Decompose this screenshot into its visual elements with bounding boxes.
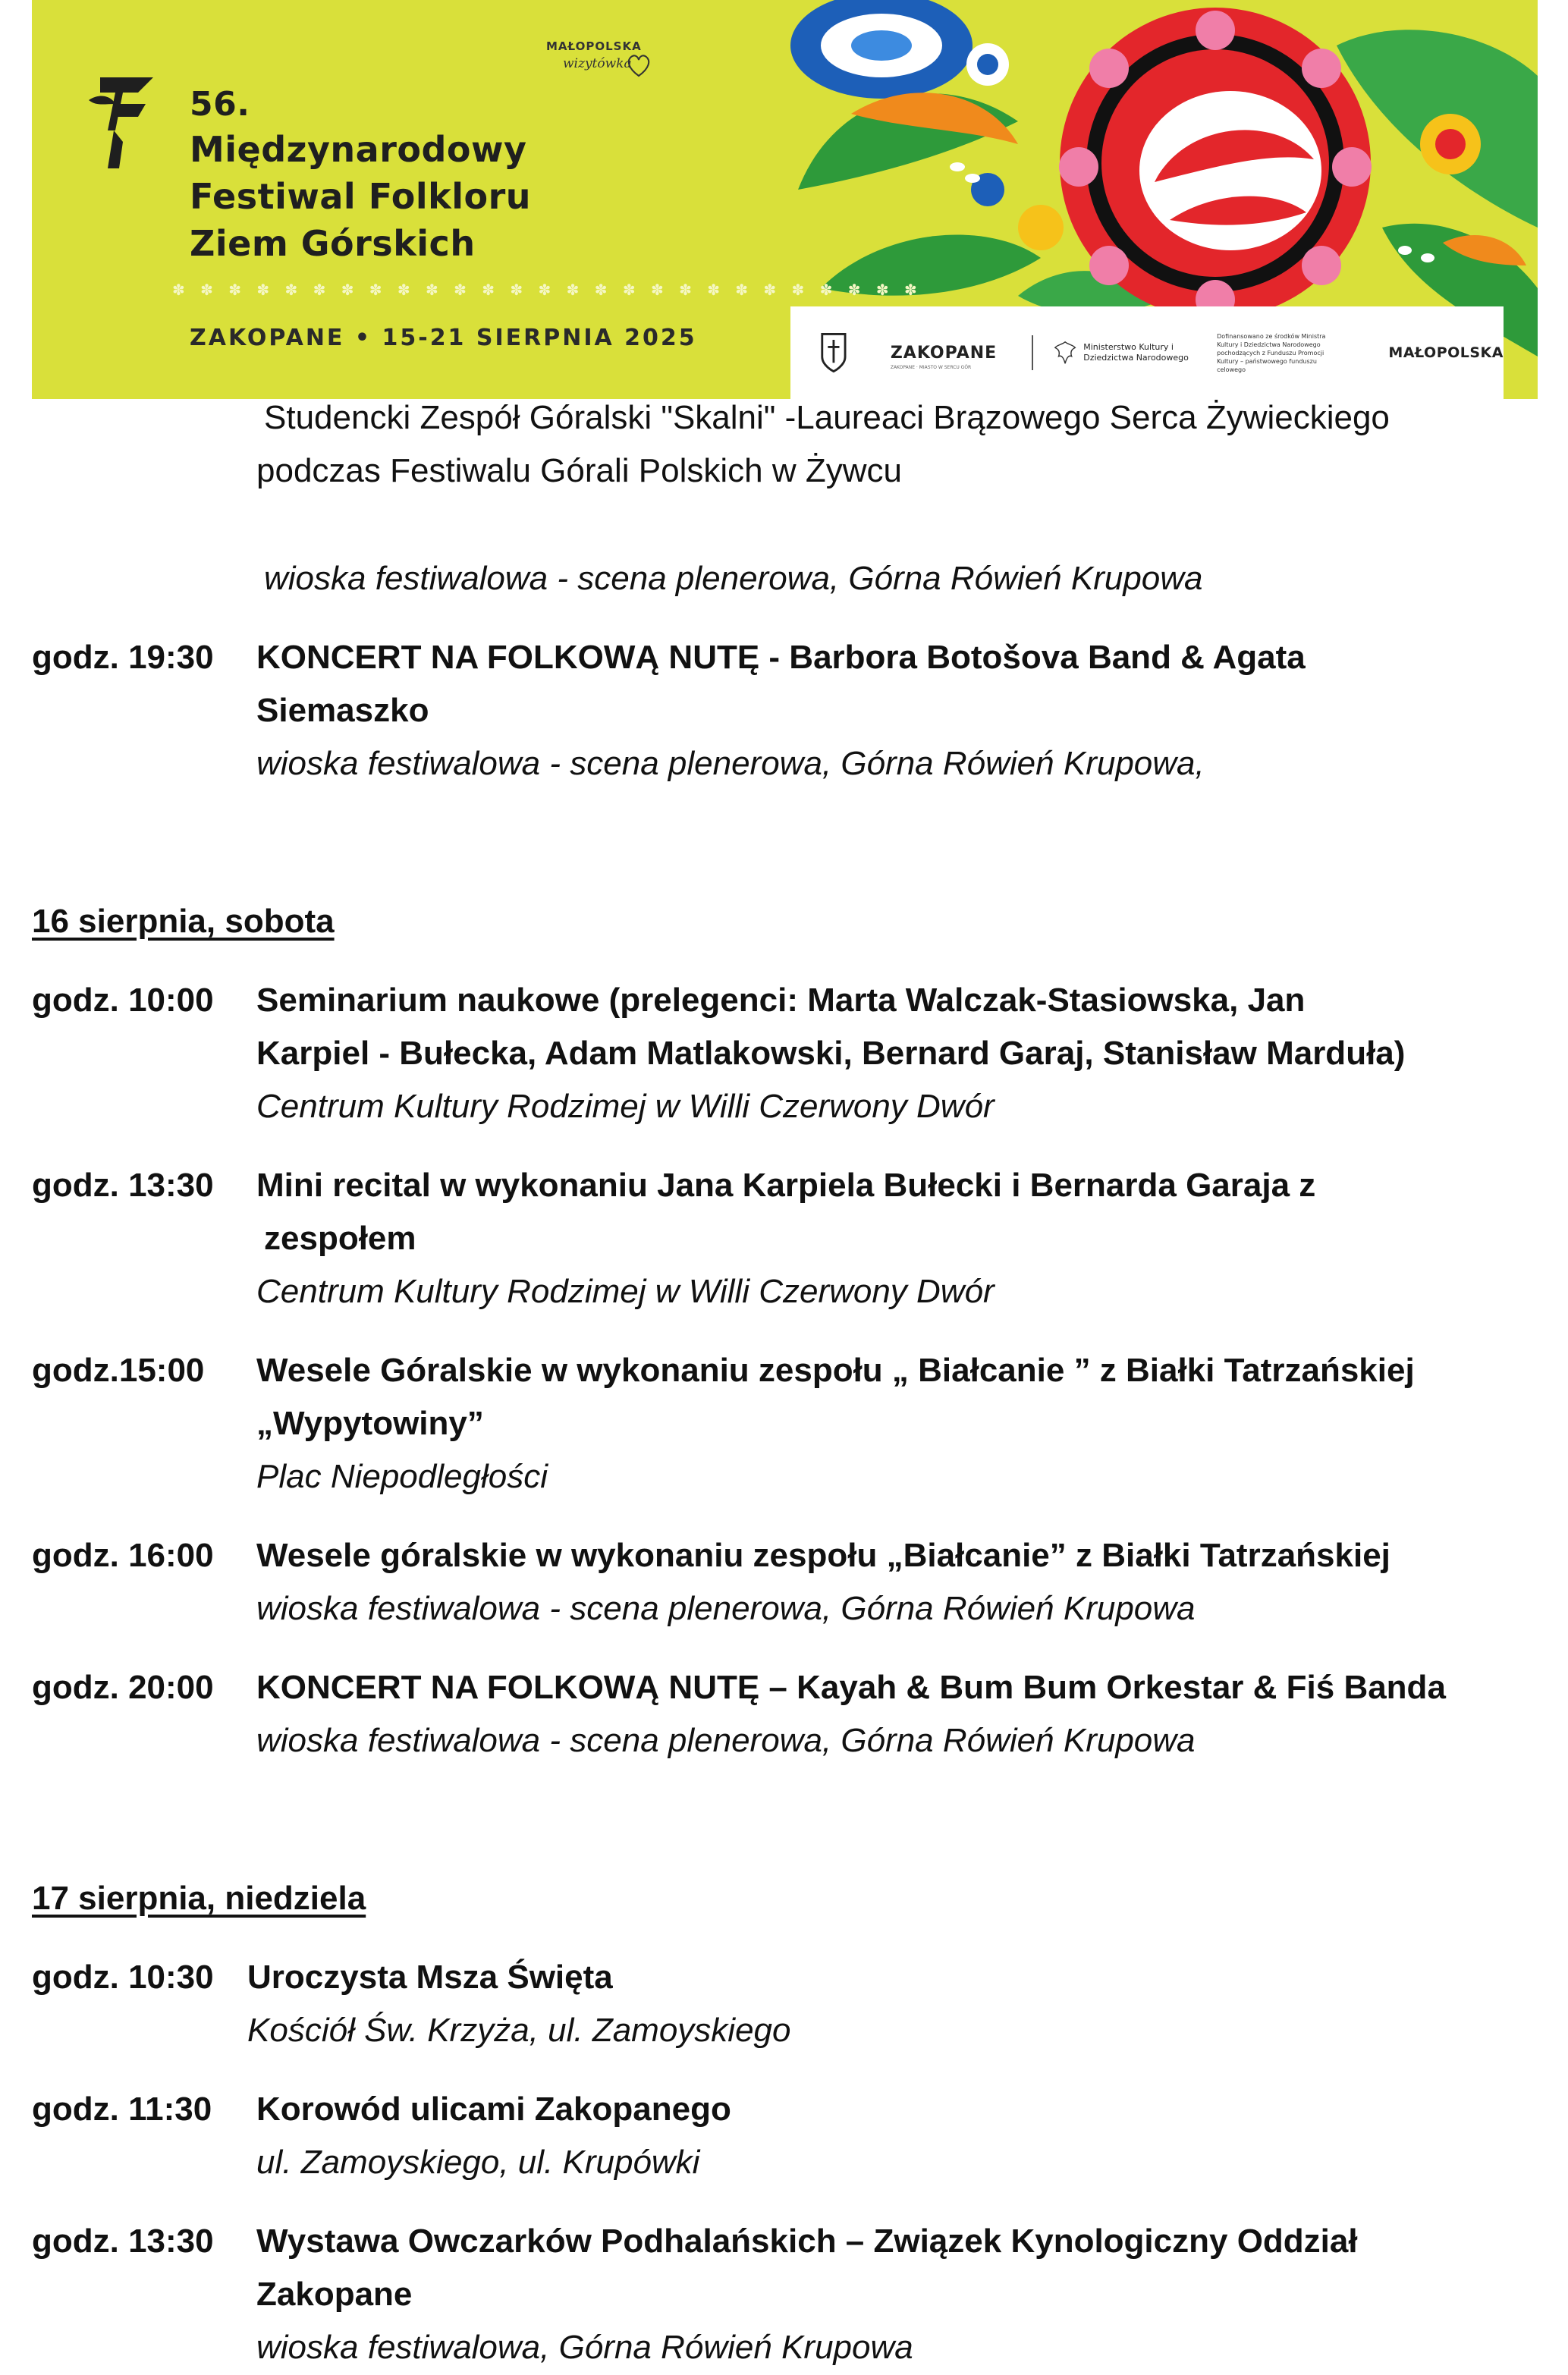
event-location: Centrum Kultury Rodzimej w Willi Czerwony Dwór [256,1088,995,1125]
event-time: godz. 11:30 [32,2091,212,2128]
event-title-line-1: KONCERT NA FOLKOWĄ NUTĘ – Kayah & Bum Bum Orkestar & Fiś Banda [256,1669,1446,1706]
event-time: godz. 10:00 [32,982,214,1019]
event-title-line-1: Uroczysta Msza Święta [247,1959,613,1996]
festival-title-line-1: Międzynarodowy [190,129,527,170]
event-title-line-2: Karpiel - Bułecka, Adam Matlakowski, Bernard Garaj, Stanisław Marduła) [256,1035,1406,1072]
event-title-line-1: Wesele góralskie w wykonaniu zespołu „Białcanie” z Białki Tatrzańskiej [256,1537,1390,1574]
sponsor-zakopane [890,343,998,370]
heart-icon [624,50,654,80]
event-title-line-2: Siemaszko [256,692,429,729]
event-location: wioska festiwalowa - scena plenerowa, Górna Rówień Krupowa, [256,745,1205,782]
event-time: godz. 20:00 [32,1669,214,1706]
sponsor-divider [1032,335,1033,370]
decorative-stars: ✽ ✽ ✽ ✽ ✽ ✽ ✽ ✽ ✽ ✽ ✽ ✽ ✽ ✽ ✽ ✽ ✽ ✽ ✽ ✽ ✽ ✽ ✽ ✽ ✽ ✽ ✽ [172,281,922,299]
sponsor-malopolska: MAŁOPOLSKA [1388,344,1504,361]
event-title-line-2: „Wypytowiny” [256,1405,484,1442]
event-location: wioska festiwalowa - scena plenerowa, Górna Rówień Krupowa [256,1722,1196,1759]
event-title-line-1: Korowód ulicami Zakopanego [256,2091,731,2128]
intro-location: wioska festiwalowa - scena plenerowa, Górna Rówień Krupowa [264,560,1203,597]
event-time: godz. 16:00 [32,1537,214,1574]
event-location: ul. Zamoyskiego, ul. Krupówki [256,2144,700,2181]
polish-eagle-icon [1053,338,1077,367]
sponsor-ministry: Ministerstwo Kultury i Dziedzictwa Narodowego [1083,342,1189,363]
brand-script-text: wizytówka [563,56,632,71]
event-time: godz. 13:30 [32,1167,214,1204]
event-location: Plac Niepodległości [256,1458,548,1495]
day-heading-17: 17 sierpnia, niedziela [32,1880,366,1917]
event-title-line-1: KONCERT NA FOLKOWĄ NUTĘ - Barbora Botošova Band & Agata [256,639,1306,676]
event-time: godz. 10:30 [32,1959,214,1996]
event-title-line-1: Seminarium naukowe (prelegenci: Marta Walczak-Stasiowska, Jan [256,982,1306,1019]
malopolska-wizytowka-logo [510,39,661,108]
day-heading-16: 16 sierpnia, sobota [32,903,335,940]
festival-dates: ZAKOPANE • 15-21 SIERPNIA 2025 [190,325,697,351]
brand-top-text: MAŁOPOLSKA [546,39,642,53]
event-time: godz. 19:30 [32,639,214,676]
event-title-line-1: Wystawa Owczarków Podhalańskich – Związek Kynologiczny Oddział [256,2223,1358,2260]
intro-line-1: Studencki Zespół Góralski "Skalni" -Laureaci Brązowego Serca Żywieckiego [264,399,1390,436]
sponsor-zakopane-tagline: ZAKOPANE · MIASTO W SERCU GÓR [890,364,972,370]
event-location: Kościół Św. Krzyża, ul. Zamoyskiego [247,2012,791,2049]
sponsor-zakopane-label: ZAKOPANE [890,343,998,363]
event-location: wioska festiwalowa - scena plenerowa, Górna Rówień Krupowa [256,1590,1196,1627]
event-title-line-2: zespołem [264,1220,416,1257]
event-location: wioska festiwalowa, Górna Rówień Krupowa [256,2329,913,2366]
intro-line-2: podczas Festiwalu Górali Polskich w Żywcu [256,452,902,489]
festival-logo-icon [85,70,168,176]
event-time: godz. 13:30 [32,2223,214,2260]
festival-banner [32,0,1538,399]
sponsor-logos-strip [790,306,1504,399]
festival-title-line-2: Festiwal Folkloru [190,176,532,217]
event-title-line-1: Wesele Góralskie w wykonaniu zespołu „ Białcanie ” z Białki Tatrzańskiej [256,1352,1415,1389]
festival-edition: 56. [190,85,250,124]
event-title-line-1: Mini recital w wykonaniu Jana Karpiela Bułecki i Bernarda Garaja z [256,1167,1316,1204]
event-title-line-2: Zakopane [256,2276,413,2313]
sponsor-cofinancing-note: Dofinansowano ze środków Ministra Kultury i Dziedzictwa Narodowego pochodzących z Funduszu Promocji Kultury – państwowego funduszu celowego [1217,332,1326,373]
event-location: Centrum Kultury Rodzimej w Willi Czerwony Dwór [256,1273,995,1310]
zakopane-crest-icon [819,330,848,375]
festival-title-line-3: Ziem Górskich [190,223,476,264]
event-time: godz.15:00 [32,1352,205,1389]
